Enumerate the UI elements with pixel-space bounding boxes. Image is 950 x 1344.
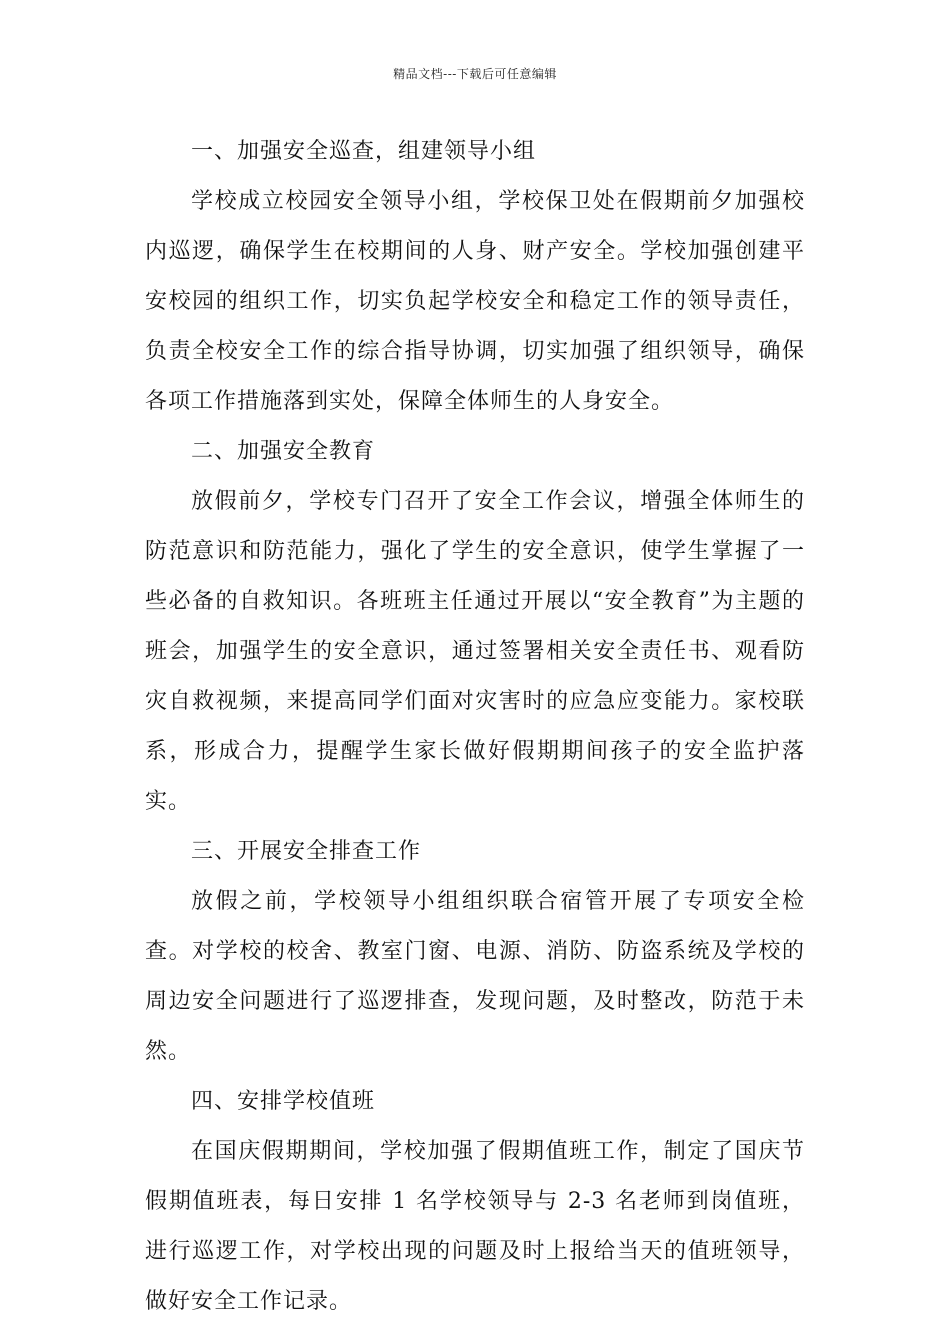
section-paragraph-1: 学校成立校园安全领导小组，学校保卫处在假期前夕加强校内巡逻，确保学生在校期间的人身、财产安全。学校加强创建平安校园的组织工作，切实负起学校安全和稳定工作的领导责任，负责全校安全工作的综合指导协调，切实加强了组织领导，确保各项工作措施落到实处，保障全体师生的人身安全。 (145, 189, 805, 414)
section-heading-2: 二、加强安全教育 (191, 439, 376, 464)
section-heading-3: 三、开展安全排查工作 (191, 839, 422, 864)
section-heading-4: 四、安排学校值班 (191, 1089, 376, 1114)
section-paragraph-4: 在国庆假期期间，学校加强了假期值班工作，制定了国庆节假期值班表，每日安排 1 名学校领导与 2-3 名老师到岗值班，进行巡逻工作，对学校出现的问题及时上报给当天的值班领导，做好安全工作记录。 (145, 1139, 805, 1314)
section-heading-1: 一、加强安全巡查，组建领导小组 (191, 139, 537, 164)
section-paragraph-2: 放假前夕，学校专门召开了安全工作会议，增强全体师生的防范意识和防范能力，强化了学生的安全意识，使学生掌握了一些必备的自救知识。各班班主任通过开展以“安全教育”为主题的班会，加强学生的安全意识，通过签署相关安全责任书、观看防灾自救视频，来提高同学们面对灾害时的应急应变能力。家校联系，形成合力，提醒学生家长做好假期期间孩子的安全监护落实。 (145, 489, 805, 814)
section-paragraph-3: 放假之前，学校领导小组组织联合宿管开展了专项安全检查。对学校的校舍、教室门窗、电源、消防、防盗系统及学校的周边安全问题进行了巡逻排查，发现问题，及时整改，防范于未然。 (145, 889, 805, 1064)
document-body (145, 127, 805, 1327)
page-header: 精品文档---下载后可任意编辑 (393, 67, 557, 81)
